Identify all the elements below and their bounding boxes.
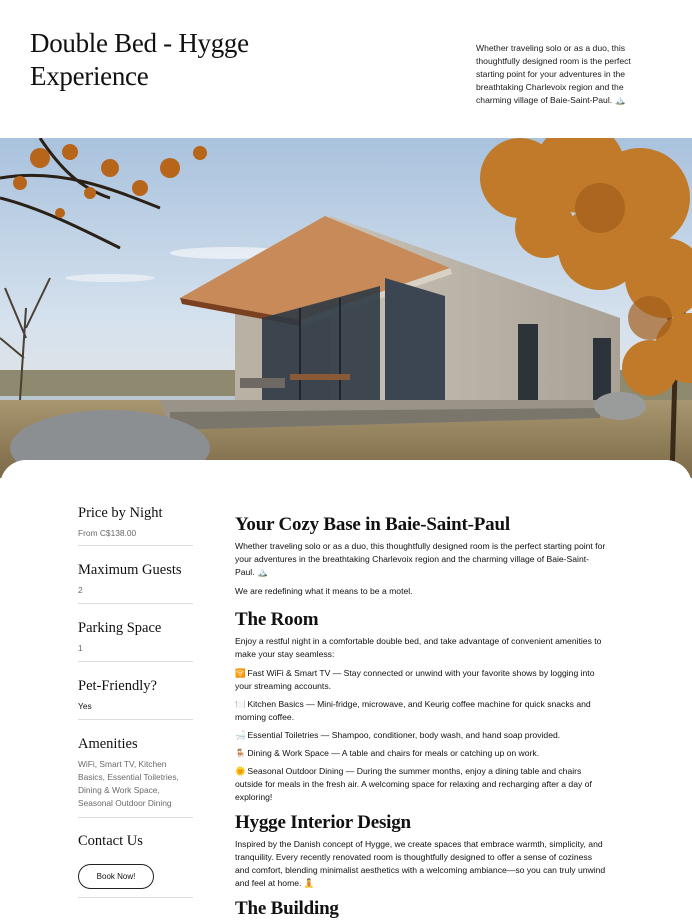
contact-label: Contact Us [78,833,143,849]
base-heading: Your Cozy Base in Baie-Saint-Paul [235,514,510,535]
guests-label: Maximum Guests [78,562,182,578]
parking-label: Parking Space [78,620,162,636]
feature-kitchen-text: Kitchen Basics — Mini-fridge, microwave, and Keurig coffee machine for quick snacks and morning coffee. [235,699,591,722]
hygge-heading: Hygge Interior Design [235,812,411,833]
price-label: Price by Night [78,505,163,521]
contact-item [78,818,193,898]
main-content [235,514,607,920]
feature-outdoor-text: Seasonal Outdoor Dining — During the summer months, enjoy a dining table and chairs outside for meals in the fresh air. A welcoming space for relaxing and recharging after a day of exploring! [235,766,592,802]
amenities-value: WiFi, Smart TV, Kitchen Basics, Essential Toiletries, Dining & Work Space, Seasonal Outdoor Dining [78,759,179,808]
room-intro: Enjoy a restful night in a comfortable double bed, and take advantage of convenient amenities to make your stay seamless: [235,636,602,659]
feature-toiletries [235,729,607,742]
hygge-text: Inspired by the Danish concept of Hygge, we create spaces that embrace warmth, simplicity, and tranquility. Every recently renovated room is thoughtfully designed to offer a sense of coziness and comfort, blending minimalist aesthetics with a welcoming ambiance—so you can truly unwind and feel at home. 🧘 [235,839,606,888]
page-title: Double Bed - Hygge Experience [30,28,249,91]
feature-kitchen [235,698,607,724]
room-heading: The Room [235,609,319,630]
parking-item [78,604,193,662]
sidebar [78,504,193,898]
guests-item [78,546,193,604]
header-intro: Whether traveling solo or as a duo, this thoughtfully designed room is the perfect starting point for your adventures in the breathtaking Charlevoix region and the charming village of Baie-Saint-Paul. 🏔️ [476,43,631,105]
building-heading: The Building [235,898,339,919]
feature-toiletries-text: Essential Toiletries — Shampoo, conditioner, body wash, and hand soap provided. [247,730,561,740]
pet-item [78,662,193,720]
base-text: Whether traveling solo or as a duo, this thoughtfully designed room is the perfect starting point for your adventures in the breathtaking Charlevoix region and the charming village of Baie-Saint-Paul. 🏔️ [235,541,606,577]
feature-dining-text: Dining & Work Space — A table and chairs for meals or catching up on work. [247,748,540,758]
feature-wifi [235,667,607,693]
plate-icon: 🍽️ [235,699,246,709]
feature-dining [235,747,607,760]
content-card [0,460,692,920]
wifi-icon: 🛜 [235,668,246,678]
parking-value: 1 [78,643,83,653]
bathtub-icon: 🛁 [235,730,246,740]
sun-icon: 🌞 [235,766,246,776]
book-now-button[interactable]: Book Now! [78,864,154,889]
motel-text: We are redefining what it means to be a motel. [235,586,413,596]
chair-icon: 🪑 [235,748,246,758]
amenities-label: Amenities [78,736,138,752]
amenities-item [78,720,193,818]
guests-value: 2 [78,585,83,595]
pet-label: Pet-Friendly? [78,678,157,694]
pet-value: Yes [78,701,92,711]
hero-image [0,138,692,478]
feature-wifi-text: Fast WiFi & Smart TV — Stay connected or unwind with your favorite shows by logging into your streaming accounts. [235,668,595,691]
price-value: From C$138.00 [78,528,137,538]
price-item [78,504,193,546]
feature-outdoor [235,765,607,804]
